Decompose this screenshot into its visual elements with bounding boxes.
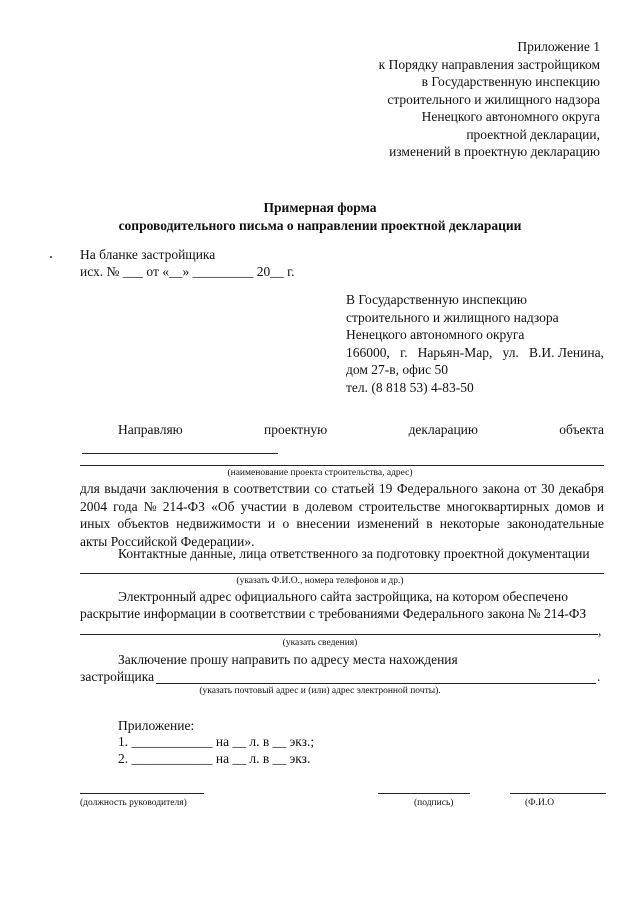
developer-label: застройщика <box>80 669 155 684</box>
scan-dot <box>50 256 52 258</box>
word: законодательные <box>506 516 604 531</box>
object-name-blank <box>80 465 604 466</box>
recipient-line: В Государственную инспекцию <box>346 292 527 307</box>
title-line: сопроводительного письма о направлении проектной декларации <box>118 218 522 233</box>
word: № <box>143 498 157 514</box>
contacts-blank <box>80 573 604 574</box>
paragraph-line <box>80 498 604 516</box>
word: изменений <box>357 516 420 531</box>
address-word: 166000, <box>346 344 390 360</box>
position-blank <box>80 793 204 794</box>
email-line: раскрытие информации в соответствии с требованиями Федерального закона № 214-ФЗ <box>80 606 587 621</box>
signature-blank <box>378 793 470 794</box>
paragraph-line <box>80 480 604 498</box>
send-declaration-line <box>118 421 604 439</box>
appendix-line: к Порядку направления застройщиком <box>378 56 600 72</box>
attachments-label: Приложение: <box>118 718 195 733</box>
paragraph-purpose <box>80 480 604 550</box>
appendix-line: изменений в проектную декларацию <box>389 144 600 159</box>
paragraph-line <box>80 515 604 533</box>
address-word: ул. <box>502 344 519 360</box>
word: соответствии <box>233 481 310 496</box>
word: 2004 <box>80 498 107 514</box>
contacts-line: Контактные данные, лица ответственного за подготовку проектной документации <box>118 546 590 561</box>
word: от <box>524 481 537 496</box>
period-mark: . <box>597 669 601 684</box>
document-title <box>0 199 640 235</box>
caption-signature: (подпись) <box>414 798 454 808</box>
word: заключения <box>150 481 219 496</box>
caption-info: (указать сведения) <box>282 638 358 648</box>
address-word: Нарьян-Мар, <box>417 344 493 360</box>
recipient-line: строительного и жилищного надзора <box>346 309 559 325</box>
word: статьей <box>331 481 375 496</box>
send-word: объекта <box>559 422 604 437</box>
caption-address: (указать почтовый адрес и (или) адрес электронной почты). <box>199 686 441 696</box>
address-word: В.И. Ленина, <box>529 344 604 360</box>
attachment-item: 2. ____________ на __ л. в __ экз. <box>118 751 311 766</box>
word: недвижимости <box>176 516 261 531</box>
caption-contacts: (указать Ф.И.О., номера телефонов и др.) <box>236 576 404 586</box>
title-line: Примерная форма <box>263 200 377 215</box>
word: долевом <box>305 498 353 514</box>
appendix-line: проектной декларации, <box>466 126 600 142</box>
word: многоквартирных <box>446 498 550 514</box>
appendix-line: строительного и жилищного надзора <box>387 91 600 107</box>
word: объектов <box>117 516 169 531</box>
caption-object: (наименование проекта строительства, адрес) <box>227 468 413 478</box>
word: со <box>314 481 327 496</box>
word: строительстве <box>358 498 441 514</box>
appendix-line: в Государственную инспекцию <box>421 74 600 89</box>
comma-mark: , <box>598 623 602 638</box>
word: в <box>222 481 230 496</box>
word: для <box>80 481 100 496</box>
paragraph-line: акты Российской Федерации». <box>80 533 255 549</box>
word: в <box>426 516 433 531</box>
outgoing-number-line: исх. № ___ от «__» _________ 20__ г. <box>80 264 295 279</box>
appendix-header <box>379 38 600 161</box>
word: домов <box>555 498 591 514</box>
appendix-line: Приложение 1 <box>517 39 600 54</box>
word: некоторые <box>439 516 500 531</box>
word: закона <box>482 481 520 496</box>
send-word: проектную <box>264 422 328 437</box>
recipient-block <box>346 291 604 396</box>
word: «Об <box>211 498 235 514</box>
word: участии <box>240 498 287 514</box>
word: выдачи <box>104 481 147 496</box>
caption-name: (Ф.И.О <box>525 798 555 808</box>
name-blank <box>510 793 606 794</box>
info-blank <box>80 634 598 635</box>
address-blank <box>156 683 596 684</box>
word: Федерального <box>396 481 478 496</box>
send-address-line: Заключение прошу направить по адресу места нахождения <box>118 652 458 667</box>
email-line: Электронный адрес официального сайта застройщика, на котором обеспечено <box>118 589 569 604</box>
caption-position: (должность руководителя) <box>80 798 187 808</box>
word: и <box>596 498 604 514</box>
letterhead-note: На бланке застройщика <box>80 247 216 262</box>
address-word: г. <box>400 344 408 360</box>
word: о <box>282 516 290 531</box>
object-name-blank <box>82 453 278 454</box>
recipient-line: дом 27-в, офис 50 <box>346 362 448 377</box>
word: иных <box>80 516 111 531</box>
attachment-item: 1. ____________ на __ л. в __ экз.; <box>118 734 315 749</box>
appendix-line: Ненецкого автономного округа <box>421 109 600 124</box>
send-word: декларацию <box>408 422 478 437</box>
word: 30 <box>540 481 555 496</box>
word: в <box>292 498 299 514</box>
recipient-address <box>346 344 604 362</box>
word: 214-ФЗ <box>162 498 205 514</box>
recipient-phone: тел. (8 818 53) 4-83-50 <box>346 379 474 395</box>
word: года <box>113 498 138 514</box>
word: декабря <box>558 481 604 496</box>
word: 19 <box>378 481 393 496</box>
send-word: Направляю <box>118 422 183 437</box>
word: внесении <box>296 516 351 531</box>
word: и <box>268 516 276 531</box>
recipient-line: Ненецкого автономного округа <box>346 327 525 342</box>
